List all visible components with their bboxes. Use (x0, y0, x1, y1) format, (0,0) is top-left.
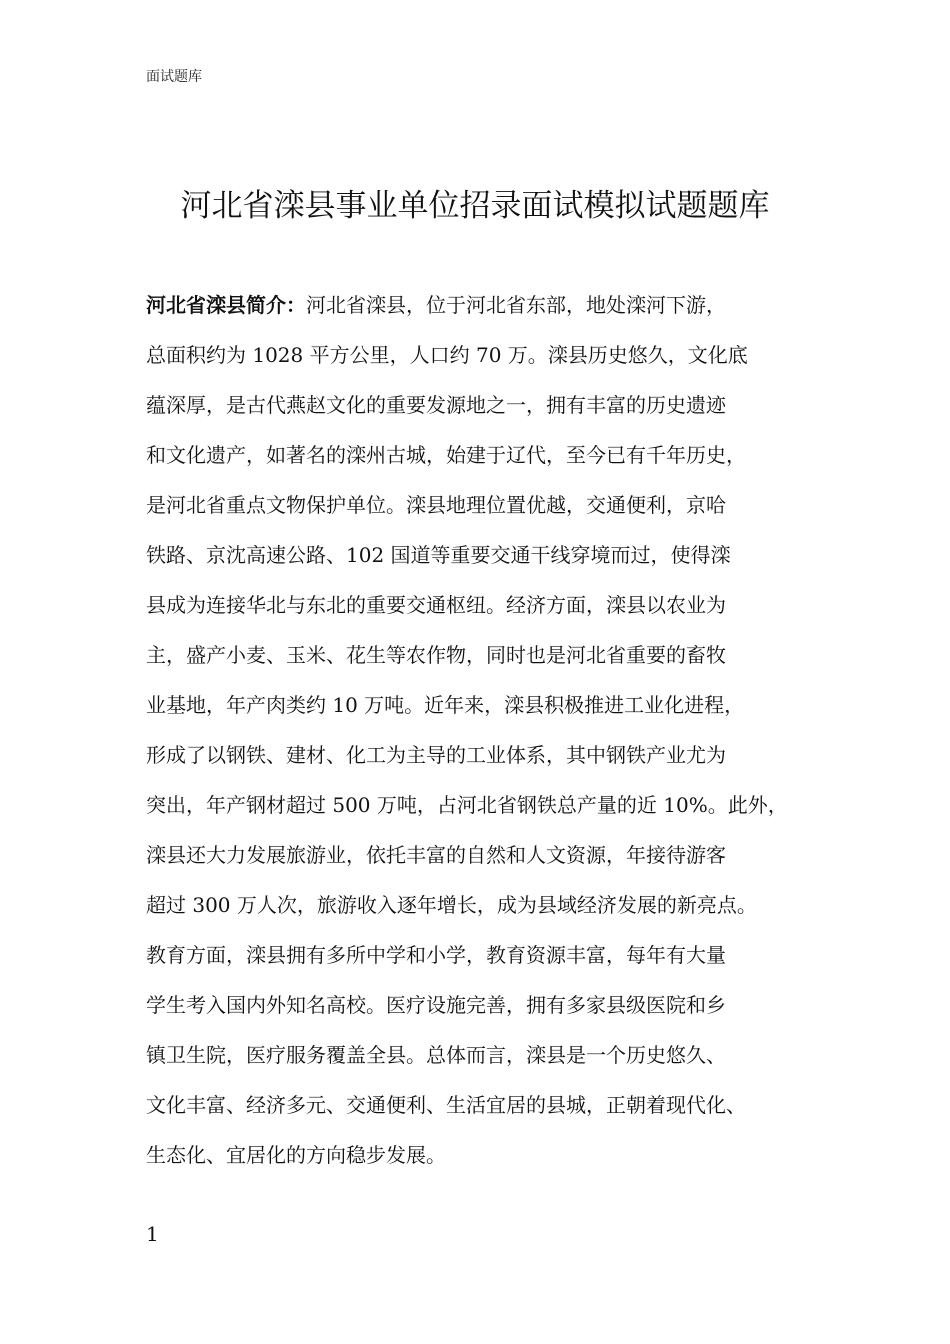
page-header: 面试题库 (146, 69, 202, 85)
paragraph-line: 业基地，年产肉类约 10 万吨。近年来，滦县积极推进工业化进程， (146, 693, 745, 717)
paragraph-line: 和文化遗产，如著名的滦州古城，始建于辽代，至今已有千年历史， (146, 443, 746, 467)
intro-paragraph (146, 280, 846, 1180)
paragraph-line: 生态化、宜居化的方向稳步发展。 (146, 1143, 446, 1167)
paragraph-line: 主，盛产小麦、玉米、花生等农作物，同时也是河北省重要的畜牧 (146, 643, 726, 667)
paragraph-line: 镇卫生院，医疗服务覆盖全县。总体而言，滦县是一个历史悠久、 (146, 1043, 726, 1067)
paragraph-line: 是河北省重点文物保护单位。滦县地理位置优越，交通便利，京哈 (146, 493, 726, 517)
intro-label: 河北省滦县简介： (146, 293, 306, 317)
paragraph-line: 蕴深厚，是古代燕赵文化的重要发源地之一，拥有丰富的历史遗迹 (146, 393, 726, 417)
page-number: 1 (146, 1222, 159, 1246)
paragraph-line: 突出，年产钢材超过 500 万吨，占河北省钢铁总产量的近 10%。此外， (146, 793, 788, 817)
paragraph-line (146, 280, 846, 330)
paragraph-line: 学生考入国内外知名高校。医疗设施完善，拥有多家县级医院和乡 (146, 993, 726, 1017)
paragraph-line: 教育方面，滦县拥有多所中学和小学，教育资源丰富，每年有大量 (146, 943, 726, 967)
paragraph-line: 县成为连接华北与东北的重要交通枢纽。经济方面，滦县以农业为 (146, 593, 726, 617)
document-title: 河北省滦县事业单位招录面试模拟试题题库 (180, 188, 770, 224)
paragraph-line-text: 河北省滦县，位于河北省东部，地处滦河下游， (306, 293, 726, 317)
paragraph-line: 文化丰富、经济多元、交通便利、生活宜居的县城，正朝着现代化、 (146, 1093, 746, 1117)
paragraph-line: 总面积约为 1028 平方公里，人口约 70 万。滦县历史悠久，文化底 (146, 343, 748, 367)
paragraph-line: 超过 300 万人次，旅游收入逐年增长，成为县域经济发展的新亮点。 (146, 893, 757, 917)
paragraph-line: 铁路、京沈高速公路、102 国道等重要交通干线穿境而过，使得滦 (146, 543, 731, 567)
paragraph-line: 形成了以钢铁、建材、化工为主导的工业体系，其中钢铁产业尤为 (146, 743, 726, 767)
paragraph-line: 滦县还大力发展旅游业，依托丰富的自然和人文资源，年接待游客 (146, 843, 726, 867)
